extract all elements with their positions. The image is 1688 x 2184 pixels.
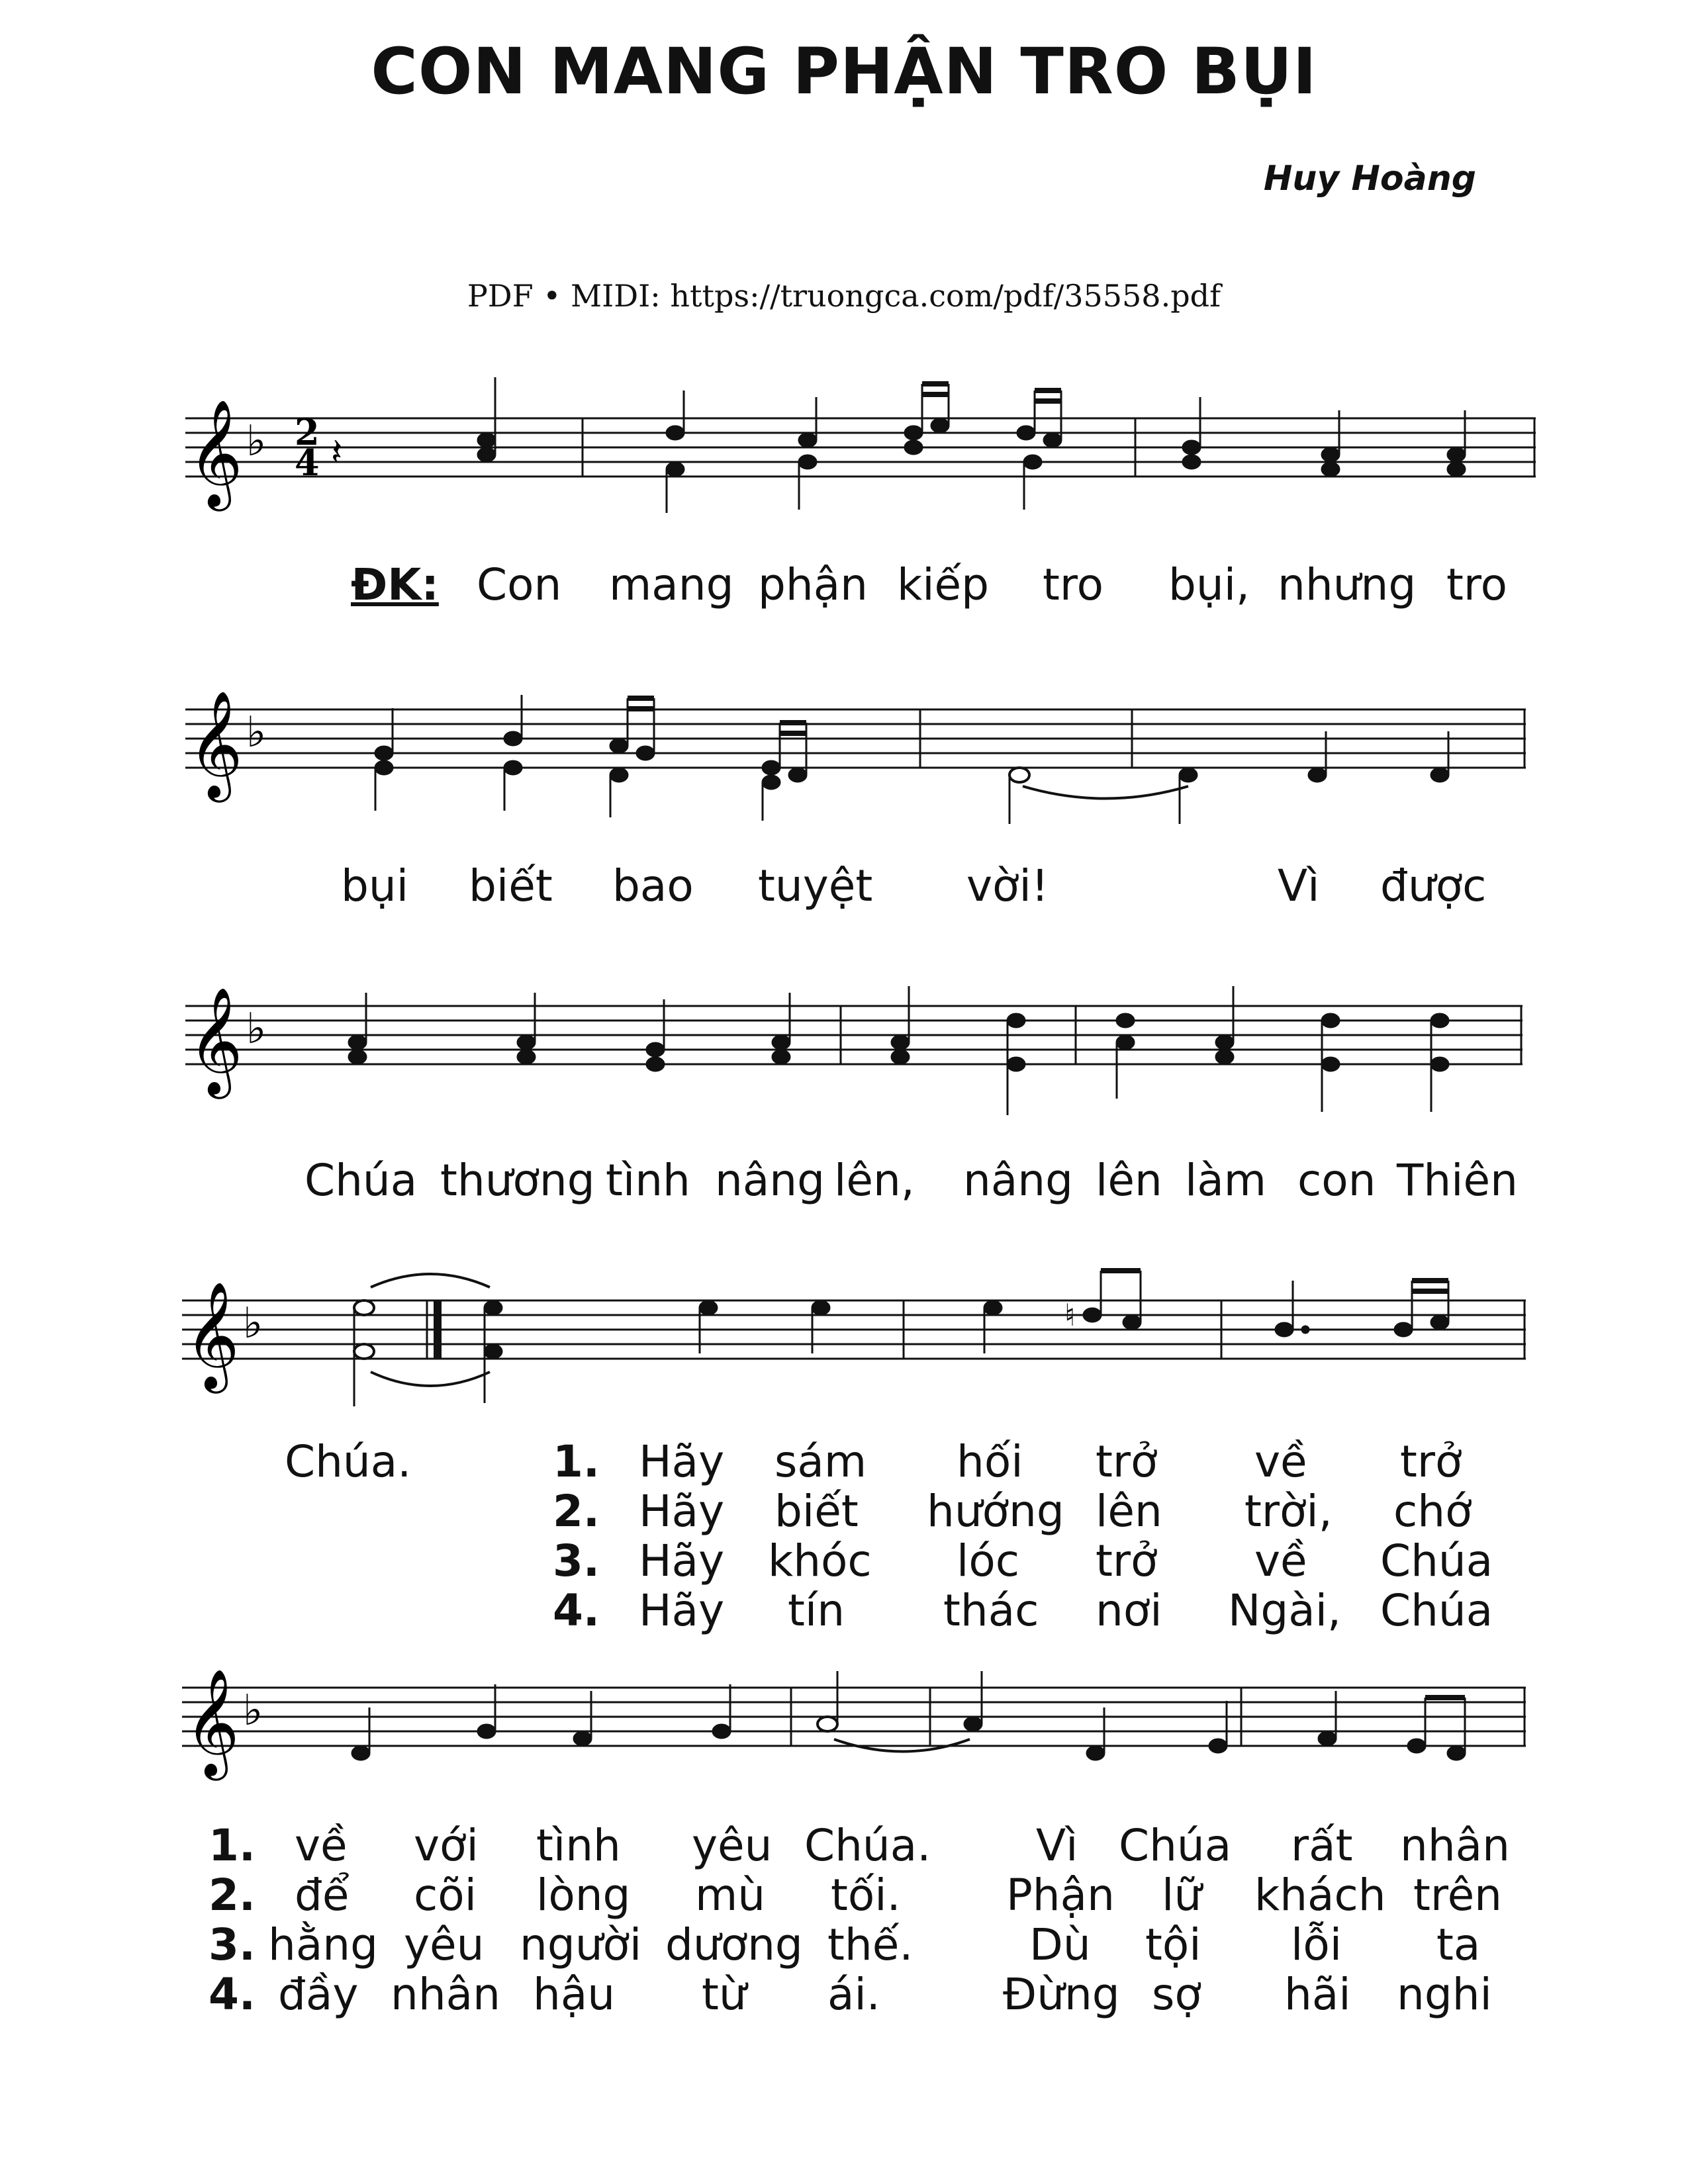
lyric-word: trở (1096, 1535, 1158, 1586)
lyric-word: Hãy (639, 1535, 725, 1586)
lyric-word: bụi, (1168, 559, 1250, 610)
lyric-word: tro (1043, 559, 1103, 610)
quarter-rest-icon: 𝄽 (331, 431, 343, 474)
lyric-word: Con (477, 559, 562, 610)
lyric-word: Chúa (1119, 1820, 1232, 1871)
flat-icon: ♭ (243, 1299, 263, 1348)
tie-icon (371, 1274, 490, 1287)
staff-system-4 (0, 1261, 1688, 1433)
lyric-word: phận (758, 559, 868, 610)
flat-icon: ♭ (246, 708, 267, 757)
lyric-word: hậu (533, 1969, 616, 2020)
lyric-word: từ (702, 1969, 747, 2020)
lyric-word: khách (1254, 1870, 1386, 1921)
lyric-word: thác (943, 1585, 1039, 1636)
lyric-word: kiếp (897, 559, 990, 610)
flat-icon: ♭ (246, 417, 267, 466)
lyric-word: lên (1096, 1155, 1162, 1206)
lyric-word: Chúa (305, 1155, 418, 1206)
notes-staff-1 (478, 377, 1465, 513)
treble-clef-icon: 𝄞 (185, 1281, 240, 1389)
lyric-word: con (1297, 1155, 1376, 1206)
lyric-word: lên (1096, 1486, 1162, 1537)
lyric-word: tín (788, 1585, 845, 1636)
staff-system-5 (0, 1641, 1688, 1813)
notes-staff-2 (375, 695, 1448, 824)
verse-number: 3. (209, 1919, 256, 1970)
lyric-word: đầy (278, 1969, 359, 2020)
notes-staff-4 (354, 1271, 1448, 1406)
lyric-word: ái. (827, 1969, 880, 2020)
lyric-word: Hãy (639, 1585, 725, 1636)
lyric-word: lữ (1162, 1870, 1202, 1921)
lyric-word: biết (774, 1486, 859, 1537)
verse-number: 1. (553, 1436, 600, 1487)
composer-name: Huy Hoàng (1263, 159, 1476, 199)
lyric-word: mang (609, 559, 734, 610)
lyric-word: Đừng (1003, 1969, 1120, 2020)
lyric-word: yêu (692, 1820, 773, 1871)
lyric-word: tình (606, 1155, 690, 1206)
lyric-word: Chúa. (285, 1436, 412, 1487)
lyric-word: mù (695, 1870, 766, 1921)
treble-clef-icon: 𝄞 (188, 690, 243, 798)
lyric-word: về (1254, 1535, 1307, 1586)
lyric-word: lỗi (1291, 1919, 1342, 1970)
lyric-word: lên, (834, 1155, 915, 1206)
lyric-word: hãi (1284, 1969, 1351, 2020)
lyric-word: trở (1400, 1436, 1462, 1487)
lyric-word: hối (957, 1436, 1023, 1487)
lyric-word: người (520, 1919, 642, 1970)
flat-icon: ♭ (243, 1686, 263, 1735)
lyric-word: nơi (1096, 1585, 1162, 1636)
lyric-word: Phận (1006, 1870, 1115, 1921)
lyric-word: nhân (1400, 1820, 1510, 1871)
lyric-word: hướng (927, 1486, 1064, 1537)
lyric-word: trên (1413, 1870, 1502, 1921)
lyric-word: biết (469, 860, 553, 911)
lyric-word: với (414, 1820, 479, 1871)
lyric-word: sợ (1152, 1969, 1201, 2020)
lyric-word: làm (1185, 1155, 1267, 1206)
verse-number: 2. (553, 1486, 600, 1537)
lyric-word: nâng (715, 1155, 825, 1206)
verse-number: 3. (553, 1535, 600, 1586)
lyric-word: về (1254, 1436, 1307, 1487)
lyric-word: Ngài, (1228, 1585, 1342, 1636)
lyric-word: được (1380, 860, 1487, 911)
lyric-word: tình (536, 1820, 621, 1871)
lyric-word: Vì (1036, 1820, 1078, 1871)
lyric-word: Chúa (1380, 1585, 1493, 1636)
lyric-word: tối. (831, 1870, 901, 1921)
lyric-word: hằng (268, 1919, 378, 1970)
treble-clef-icon: 𝄞 (185, 1668, 240, 1776)
lyric-word: Hãy (639, 1486, 725, 1537)
verse-number: 2. (209, 1870, 256, 1921)
lyric-word: khóc (768, 1535, 872, 1586)
lyric-word: sám (774, 1436, 867, 1487)
lyric-word: Vì (1278, 860, 1320, 911)
lyric-word: Dù (1029, 1919, 1091, 1970)
treble-clef-icon: 𝄞 (188, 987, 243, 1095)
lyric-word: Hãy (639, 1436, 725, 1487)
staff-system-1 (0, 371, 1688, 543)
lyric-word: thế. (827, 1919, 914, 1970)
lyric-word: trở (1096, 1436, 1158, 1487)
lyric-word: nhưng (1278, 559, 1417, 610)
lyric-word: tro (1446, 559, 1507, 610)
lyric-word: lòng (536, 1870, 631, 1921)
lyric-word: rất (1291, 1820, 1353, 1871)
lyric-word: chớ (1393, 1486, 1472, 1537)
lyric-word: tuyệt (758, 860, 873, 911)
repeat-barline-icon (434, 1300, 442, 1359)
refrain-label: ĐK: (351, 559, 439, 610)
lyric-word: để (295, 1870, 350, 1921)
lyric-word: vời! (966, 860, 1049, 911)
lyric-word: nhân (391, 1969, 500, 2020)
lyric-word: yêu (404, 1919, 485, 1970)
source-link[interactable]: PDF • MIDI: https://truongca.com/pdf/35558.pdf (467, 278, 1221, 314)
lyric-word: nâng (963, 1155, 1073, 1206)
tie-icon (1023, 786, 1188, 799)
lyric-word: cõi (414, 1870, 477, 1921)
lyric-word: bụi (341, 860, 409, 911)
time-sig-bottom: 4 (295, 441, 320, 484)
lyric-word: trời, (1244, 1486, 1333, 1537)
staff-system-3 (0, 966, 1688, 1138)
lyric-word: ta (1436, 1919, 1481, 1970)
verse-number: 1. (209, 1820, 256, 1871)
time-sig-top: 2 (295, 411, 320, 453)
lyric-word: bao (612, 860, 694, 911)
lyric-word: Chúa (1380, 1535, 1493, 1586)
lyric-word: tội (1145, 1919, 1201, 1970)
lyric-word: thương (440, 1155, 595, 1206)
lyric-word: Chúa. (804, 1820, 931, 1871)
lyric-word: dương (665, 1919, 803, 1970)
treble-clef-icon: 𝄞 (188, 399, 243, 507)
lyric-word: lóc (957, 1535, 1020, 1586)
natural-icon: ♮ (1064, 1297, 1076, 1333)
verse-number: 4. (553, 1585, 600, 1636)
tie-icon (371, 1372, 490, 1386)
lyric-word: Thiên (1397, 1155, 1518, 1206)
verse-number: 4. (209, 1969, 256, 2020)
flat-icon: ♭ (246, 1005, 267, 1054)
staff-system-2 (0, 668, 1688, 841)
lyric-word: về (295, 1820, 348, 1871)
song-title: CON MANG PHẬN TRO BỤI (371, 34, 1317, 109)
lyric-word: nghi (1397, 1969, 1492, 2020)
